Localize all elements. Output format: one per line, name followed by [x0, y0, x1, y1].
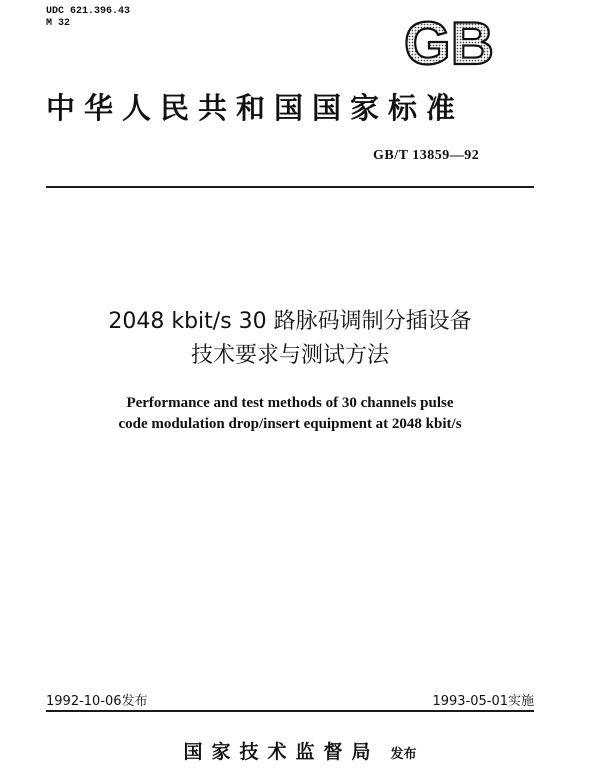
udc-code: UDC 621.396.43 [46, 6, 131, 17]
document-title-cn-line2: 技术要求与测试方法 [190, 343, 389, 368]
issue-date: 1992-10-06发布 [46, 694, 148, 709]
document-title-en-line2: code modulation drop/insert equipment at 2048 kbit/s [118, 416, 462, 432]
national-standard-title: 中华人民共和国国家标准 [46, 91, 465, 125]
document-title-cn-line1: 2048 kbit/s 30 路脉码调制分插设备 [108, 309, 472, 334]
gb-emblem-logo [393, 14, 505, 70]
header-divider [46, 186, 534, 188]
category-code: M 32 [46, 18, 71, 29]
implementation-date: 1993-05-01实施 [432, 694, 534, 709]
classification-block [46, 6, 130, 30]
publisher-name: 国家技术监督局 [183, 741, 380, 763]
gb-logo-text: GB [404, 14, 494, 70]
standard-number: GB/T 13859—92 [373, 148, 480, 163]
publisher-action: 发布 [390, 747, 417, 762]
document-title-en-line1: Performance and test methods of 30 channels pulse [126, 395, 454, 411]
publisher-line [0, 737, 600, 764]
footer-divider [46, 710, 534, 712]
